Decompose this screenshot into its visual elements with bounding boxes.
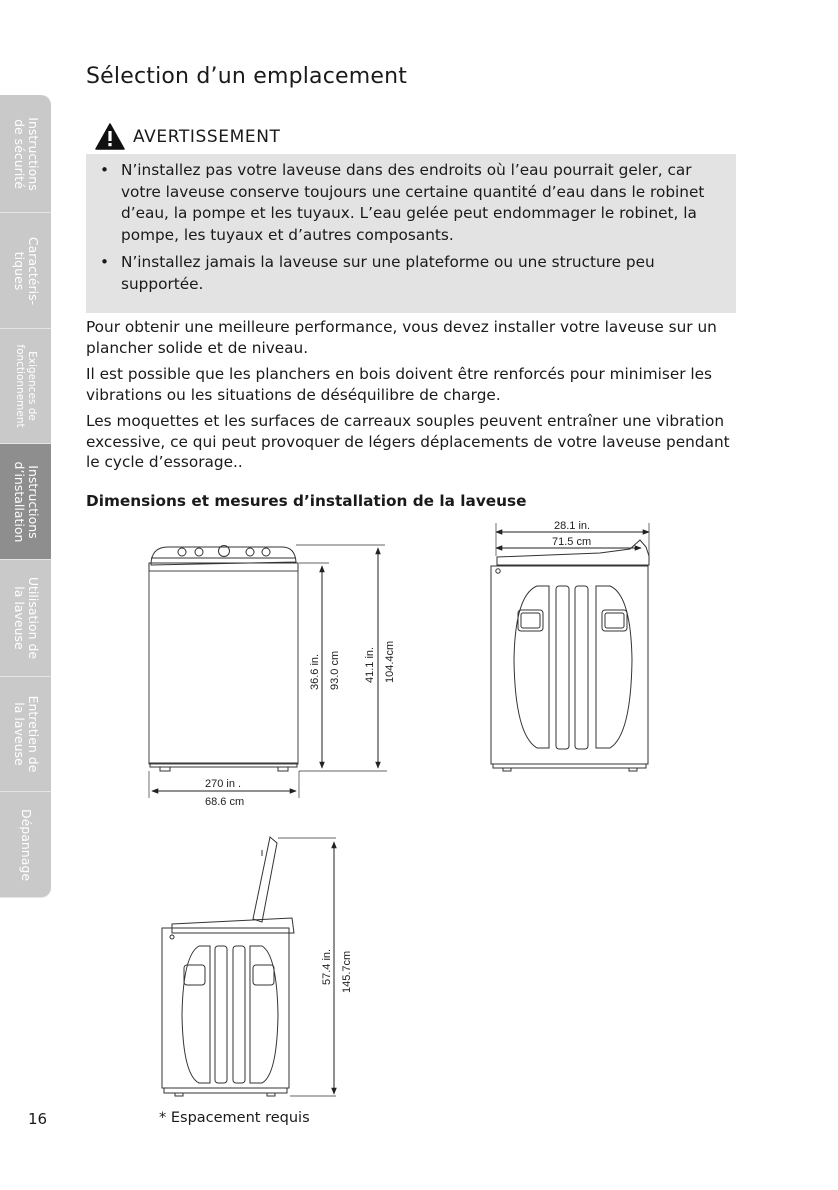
washer-front-view (149, 545, 387, 798)
warning-heading: AVERTISSEMENT (133, 126, 281, 147)
warning-item: • N’installez jamais la laveuse sur une plateforme ou une structure peu supportée. (100, 252, 728, 295)
lid-height-cm-label: 145.7cm (341, 950, 353, 993)
body-height-cm-label: 93.0 cm (329, 650, 341, 690)
paragraph: Il est possible que les planchers en bois doivent être renforcés pour minimiser les vibrations ou les situations de déséquilibre de charge. (86, 365, 713, 404)
page-number: 16 (28, 1110, 48, 1128)
washer-side-view (491, 523, 649, 771)
warning-item: • N’installez pas votre laveuse dans des endroits où l’eau pourrait geler, car votre laveuse conserve toujours une certaine quantité d’eau dans le robinet d’eau, la pompe et les tuyaux. L’eau gelée peut endommager le robinet, la pompe, les tuyaux et d’autres composants. (100, 160, 728, 246)
tab-label: Utilisation de la laveuse (11, 576, 41, 660)
tab-label: Dépannage (18, 808, 34, 881)
tab-label: Exigences de fonctionnement (13, 344, 38, 428)
tab-label: Instructions d’installation (11, 461, 41, 542)
footnote: * Espacement requis (159, 1110, 310, 1126)
front-width-in-label: 270 in . (205, 778, 242, 790)
paragraph: Pour obtenir une meilleure performance, vous devez installer votre laveuse sur un plancher solide et de niveau. (86, 318, 717, 357)
depth-in-label: 28.1 in. (554, 520, 591, 532)
total-height-cm-label: 104.4cm (384, 640, 396, 683)
dimensions-subheading: Dimensions et mesures d’installation de la laveuse (86, 492, 527, 510)
total-height-in-label: 41.1 in. (364, 646, 376, 683)
depth-cm-label: 71.5 cm (552, 536, 592, 548)
washer-lid-open-view (162, 837, 336, 1096)
tab-label: Caractéris- tiques (11, 236, 41, 305)
tab-label: Instructions de sécurité (11, 116, 41, 191)
tab-label: Entretien de la laveuse (11, 695, 41, 773)
lid-height-in-label: 57.4 in. (321, 948, 333, 985)
body-height-in-label: 36.6 in. (309, 653, 321, 690)
front-width-cm-label: 68.6 cm (205, 796, 245, 808)
paragraph: Les moquettes et les surfaces de carreaux souples peuvent entraîner une vibration excessive, ce qui peut provoquer de légers déplacements de votre laveuse pendant le cycle d’essorage.. (86, 412, 730, 471)
page-title: Sélection d’un emplacement (86, 64, 408, 89)
